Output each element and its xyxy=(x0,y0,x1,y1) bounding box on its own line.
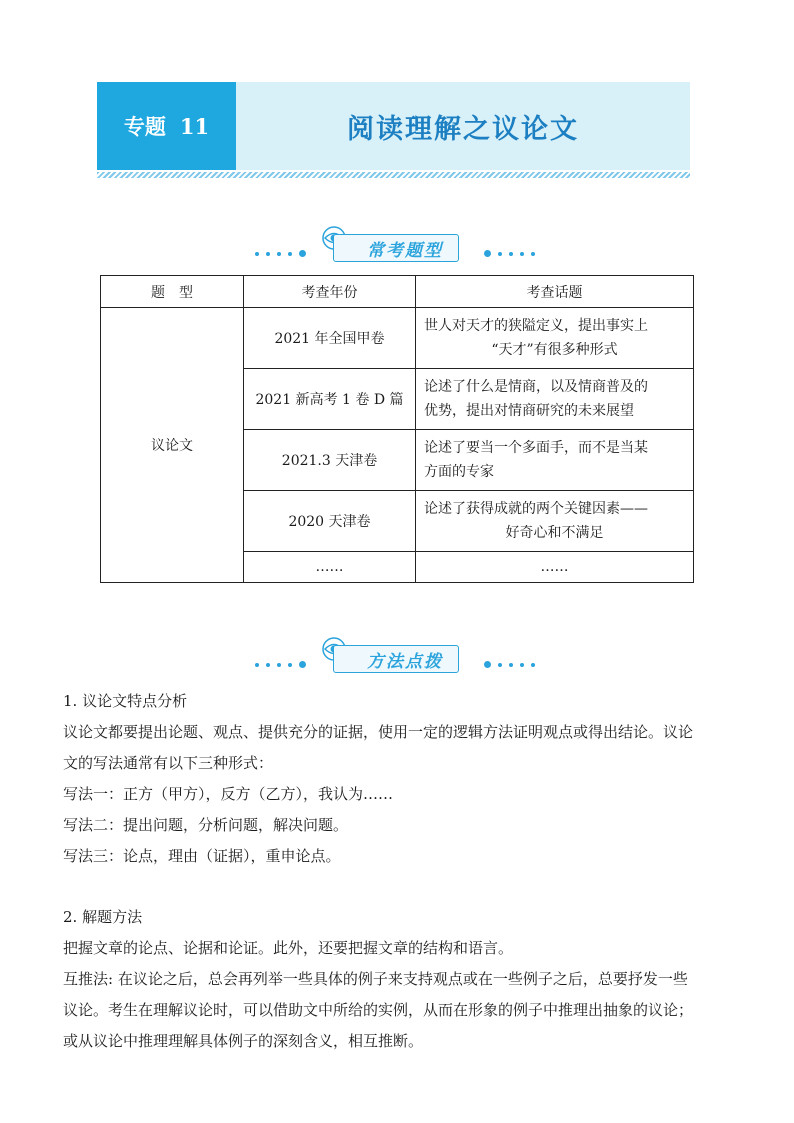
topic-tag: 专题 xyxy=(123,114,166,139)
topic-cell: 论述了获得成就的两个关键因素—— 好奇心和不满足 xyxy=(416,491,694,552)
paragraph-line: 文的写法通常有以下三种形式： xyxy=(63,754,274,772)
year-cell: 2021 年全国甲卷 xyxy=(244,308,416,369)
banner-divider xyxy=(97,172,690,178)
question-types-table xyxy=(100,275,694,583)
decor-dots-right xyxy=(484,661,535,668)
paragraph-line: 写法二：提出问题，分析问题，解决问题。 xyxy=(63,816,349,834)
title-banner xyxy=(97,82,690,170)
column-header: 题 型 xyxy=(101,276,244,308)
topic-number: 11 xyxy=(179,113,210,139)
paragraph-line: 写法三：论点，理由（证据），重申论点。 xyxy=(63,847,341,865)
method-content-2 xyxy=(63,902,743,1057)
subheading: 2. 解题方法 xyxy=(63,908,143,926)
topic-cell: 世人对天才的狭隘定义，提出事实上 “天才”有很多种形式 xyxy=(416,308,694,369)
section-label: 方法点拨 xyxy=(367,651,443,672)
table-row xyxy=(101,308,694,369)
section-label: 常考题型 xyxy=(367,240,443,261)
section-label-box xyxy=(333,234,459,262)
method-content xyxy=(63,686,743,872)
column-header: 考查年份 xyxy=(244,276,416,308)
paragraph-line: 写法一：正方（甲方），反方（乙方），我认为…… xyxy=(63,785,394,803)
page-title: 阅读理解之议论文 xyxy=(347,113,579,145)
decor-dots-left xyxy=(255,661,306,668)
topic-cell-ellipsis: …… xyxy=(416,552,694,583)
decor-dots-left xyxy=(255,250,306,257)
section-header-method-tips xyxy=(255,637,535,677)
section-label-box xyxy=(333,645,459,673)
year-cell: 2021.3 天津卷 xyxy=(244,430,416,491)
year-cell: 2020 天津卷 xyxy=(244,491,416,552)
topic-cell: 论述了什么是情商，以及情商普及的 优势，提出对情商研究的未来展望 xyxy=(416,369,694,430)
paragraph-line: 或从议论中推理理解具体例子的深刻含义，相互推断。 xyxy=(63,1032,424,1050)
table-header-row xyxy=(101,276,694,308)
column-header: 考查话题 xyxy=(416,276,694,308)
category-cell: 议论文 xyxy=(101,308,244,583)
subheading: 1. 议论文特点分析 xyxy=(63,692,188,710)
year-cell-ellipsis: …… xyxy=(244,552,416,583)
section-header-common-types xyxy=(255,226,535,266)
topic-cell: 论述了要当一个多面手，而不是当某 方面的专家 xyxy=(416,430,694,491)
paragraph-line: 议论文都要提出论题、观点、提供充分的证据，使用一定的逻辑方法证明观点或得出结论。议论 xyxy=(63,723,694,741)
paragraph-line: 互推法: 在议论之后，总会再列举一些具体的例子来支持观点或在一些例子之后，总要抒发一些 xyxy=(63,970,688,988)
year-cell: 2021 新高考 1 卷 D 篇 xyxy=(244,369,416,430)
paragraph-line: 把握文章的论点、论据和论证。此外，还要把握文章的结构和语言。 xyxy=(63,939,514,957)
decor-dots-right xyxy=(484,250,535,257)
paragraph-line: 议论。考生在理解议论时，可以借助文中所给的实例，从而在形象的例子中推理出抽象的议论； xyxy=(63,1001,694,1019)
topic-number-block xyxy=(97,82,236,170)
